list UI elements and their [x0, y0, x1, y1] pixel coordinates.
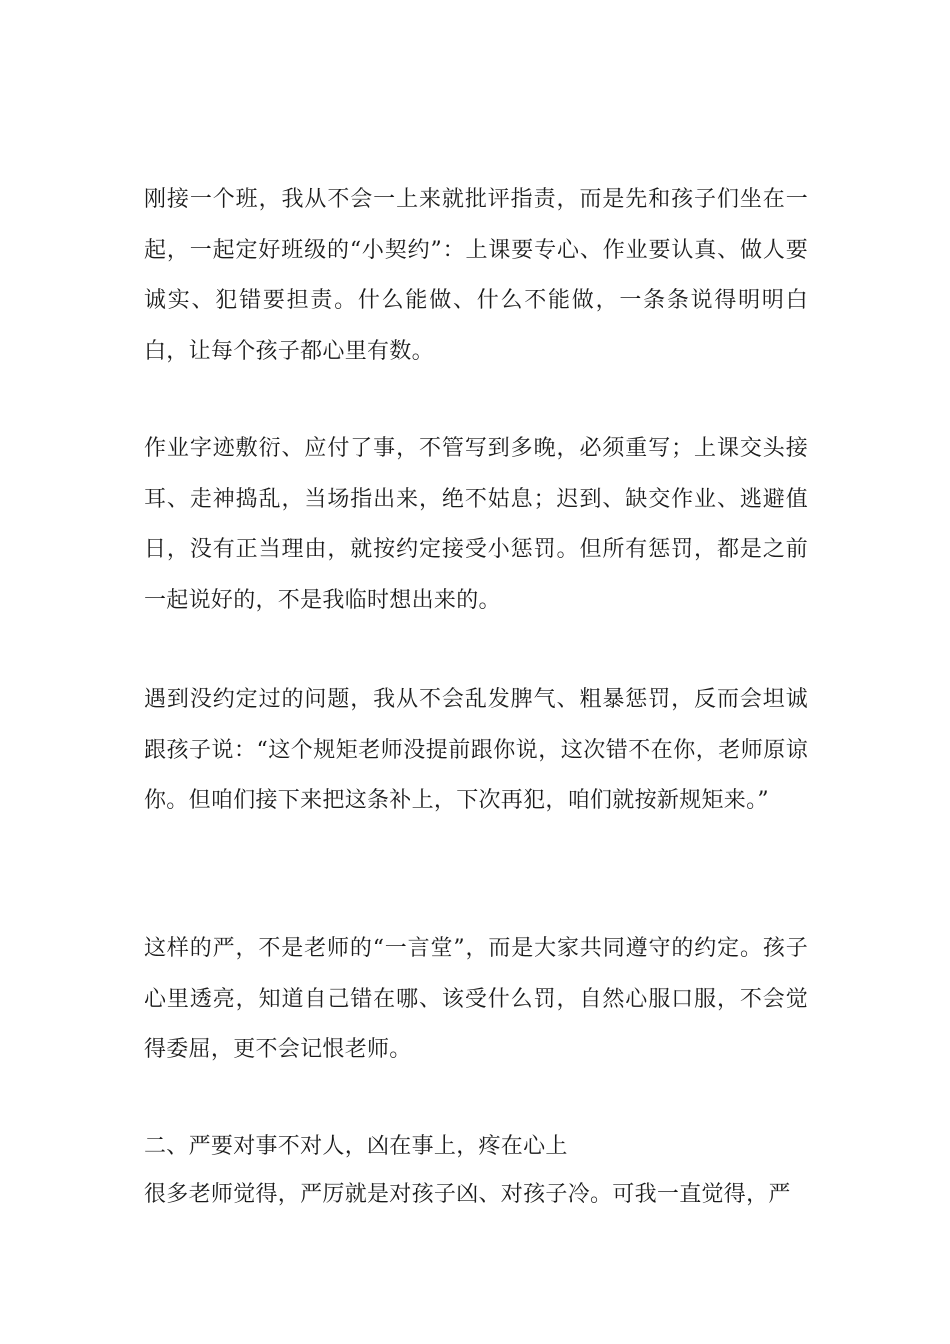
paragraph-section-intro: 很多老师觉得，严厉就是对孩子凶、对孩子冷。可我一直觉得，严: [144, 1182, 791, 1207]
paragraph-punishment-rules: 作业字迹敷衍、应付了事，不管写到多晚，必须重写；上课交头接耳、走神捣乱，当场指出来，绝不姑息；迟到、缺交作业、逃避值日，没有正当理由，就按约定接受小惩罚。但所有惩罚，都是之前一起说好的，不是我临时想出来的。: [144, 436, 808, 613]
paragraph-unagreed-issues: 遇到没约定过的问题，我从不会乱发脾气、粗暴惩罚，反而会坦诚跟孩子说：“这个规矩老师没提前跟你说，这次错不在你，老师原谅你。但咱们接下来把这条补上，下次再犯，咱们就按新规矩来。”: [144, 687, 808, 813]
section-heading: 二、严要对事不对人，凶在事上，疼在心上: [144, 1134, 568, 1159]
paragraph-class-contract: 刚接一个班，我从不会一上来就批评指责，而是先和孩子们坐在一起，一起定好班级的“小契约”：上课要专心、作业要认真、做人要诚实、犯错要担责。什么能做、什么不能做，一条条说得明明白白，让每个孩子都心里有数。: [144, 187, 808, 364]
paragraph-shared-agreement: 这样的严，不是老师的“一言堂”，而是大家共同遵守的约定。孩子心里透亮，知道自己错在哪、该受什么罚，自然心服口服，不会觉得委屈，更不会记恨老师。: [144, 936, 808, 1062]
